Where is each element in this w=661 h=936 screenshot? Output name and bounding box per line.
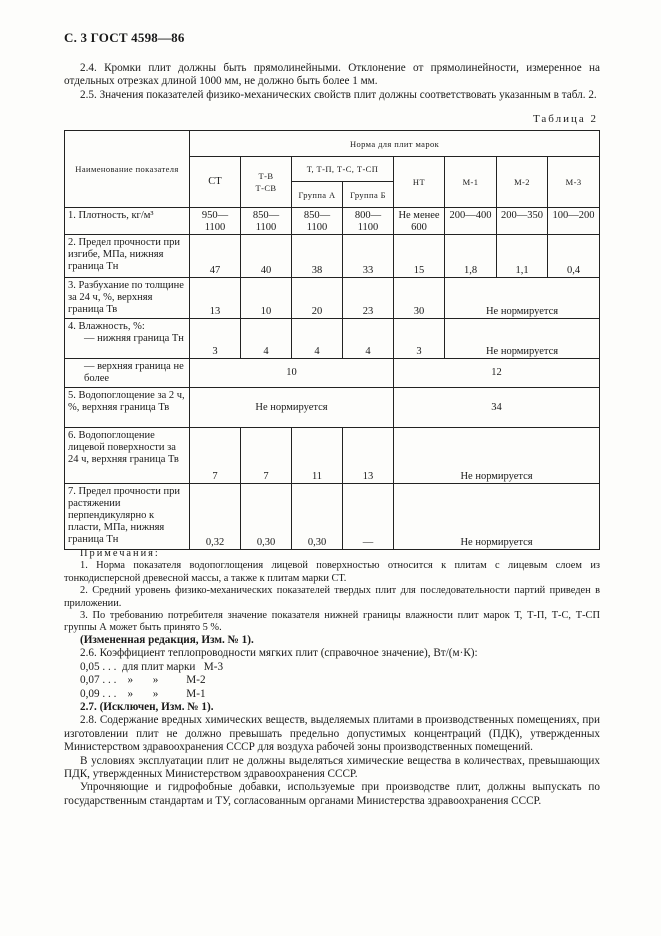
cell-value: 10 [241,278,292,319]
cell-value: 40 [241,235,292,278]
brand-st: СТ [190,157,241,208]
coef-line: 0,07 . . . » » М-2 [80,674,206,687]
cell-value: 3 [190,319,241,359]
cell-value: 47 [190,235,241,278]
row-name [65,319,190,359]
top-text [64,62,600,102]
cell-value: Не нормируется [445,278,600,319]
cell-value: 0,30 [292,484,343,550]
cell-value: 1,8 [445,235,497,278]
brand-group-b: Группа Б [343,182,394,208]
row-name: 7. Предел прочности при растяжении перпендикулярно к пласти, МПа, нижняя граница Тн [65,484,190,550]
cell-value: Не нормируется [394,484,600,550]
paragraph-2-6: 2.6. Коэффициент теплопроводности мягких плит (справочное значение), Вт/(м·К): [80,647,478,660]
note-item: 1. Норма показателя водопоглощения лицевой поверхностью относится к плитам с лицевым слоем из тонкодисперсной древесной массы, а также к плитам марки СТ. [64,560,600,584]
row-name: 5. Водопоглощение за 2 ч, %, верхняя граница Тв [65,388,190,428]
cell-value: Не менее 600 [394,208,445,235]
note-item: 2. Средний уровень физико-механических показателей твердых плит для последовательности партий приведен в приложении. [64,585,600,609]
cell-value: 20 [292,278,343,319]
cell-value: 200—400 [445,208,497,235]
cell-value: 7 [241,428,292,484]
paragraph-2-8: 2.8. Содержание вредных химических веществ, выделяемых плитами в производственных помещениях, при изготовлении плит не должно превышать предельно допустимых концентраций (ПДК), утвержденных Министерством здравоохранения СССР для воздуха рабочей зоны производственных помещений. [64,714,600,754]
cell-value: 33 [343,235,394,278]
brand-m1: М-1 [445,157,497,208]
norm-header: Норма для плит марок [190,131,600,157]
brand-group: Т, Т-П, Т-С, Т-СП [292,157,394,182]
brand-m3: М-3 [548,157,600,208]
table-row [65,235,600,278]
row-name-sub: — нижняя граница Тн [84,333,184,344]
row-name-sub: — верхняя граница не более [84,361,184,384]
page-header: С. 3 ГОСТ 4598—86 [64,30,185,45]
amendment-note: (Измененная редакция, Изм. № 1). [80,634,254,646]
table-row [65,208,600,235]
notes-title: Примечания: [80,548,160,559]
coef-line: 0,05 . . . для плит марки М-3 [80,660,224,673]
cell-value: 4 [241,319,292,359]
properties-table [64,130,600,550]
paragraph-2-8-b: В условиях эксплуатации плит не должны выделяться химические вещества в количествах, превышающих ПДК, утвержденных Министерством здравоохранения СССР. [64,754,600,781]
cell-value: 950—1100 [190,208,241,235]
cell-value: 38 [292,235,343,278]
coef-line: 0,09 . . . » » М-1 [80,687,206,700]
paragraph-2-8-c: Упрочняющие и гидрофобные добавки, используемые при производстве плит, должны выпускать по государственным стандартам и ТУ, согласованным органами Министерства здравоохранения СССР. [64,781,600,807]
cell-value: 850—1100 [292,208,343,235]
brand-group-a: Группа А [292,182,343,208]
paragraph-2-5: 2.5. Значения показателей физико-механических свойств плит должны соответствовать указанным в табл. 2. [80,88,597,101]
cell-value: 4 [343,319,394,359]
cell-value: 23 [343,278,394,319]
table-notes [64,548,600,635]
row-name: 2. Предел прочности при изгибе, МПа, нижняя граница Тн [65,235,190,278]
brand-nt: НТ [394,157,445,208]
cell-value: 850—1100 [241,208,292,235]
cell-value: 13 [190,278,241,319]
cell-value: — [343,484,394,550]
cell-value: 30 [394,278,445,319]
table-caption: Таблица 2 [532,113,598,125]
cell-value: 800—1100 [343,208,394,235]
cell-value: Не нормируется [394,428,600,484]
cell-value: 3 [394,319,445,359]
row-name: 6. Водопоглощение лицевой поверхности за 24 ч, верхняя граница Тв [65,428,190,484]
cell-value: 0,4 [548,235,600,278]
cell-value: 13 [343,428,394,484]
cell-value: 200—350 [497,208,548,235]
table-row [65,319,600,359]
note-item: 3. По требованию потребителя значение показателя нижней границы влажности плит марок Т, Т-П, Т-С, Т-СП группы А может быть принято 5 %. [64,610,600,634]
row-name [65,359,190,388]
cell-value: 4 [292,319,343,359]
brand-tv-tsv: Т-В Т-СВ [241,157,292,208]
cell-value: 15 [394,235,445,278]
table-row [65,484,600,550]
row-name-main: 4. Влажность, %: [68,321,145,332]
cell-value: Не нормируется [445,319,600,359]
cell-value: 10 [190,359,394,388]
cell-value: Не нормируется [190,388,394,428]
cell-value: 0,30 [241,484,292,550]
cell-value: 1,1 [497,235,548,278]
cell-value: 12 [394,359,600,388]
paragraph-2-7: 2.7. (Исключен, Изм. № 1). [80,701,214,714]
brand-m2: М-2 [497,157,548,208]
cell-value: 34 [394,388,600,428]
cell-value: 11 [292,428,343,484]
name-header: Наименование показателя [65,131,190,208]
table-row [65,388,600,428]
row-name: 1. Плотность, кг/м³ [65,208,190,235]
cell-value: 7 [190,428,241,484]
table-row [65,278,600,319]
row-name: 3. Разбухание по толщине за 24 ч, %, верхняя граница Тв [65,278,190,319]
cell-value: 100—200 [548,208,600,235]
table-row [65,428,600,484]
cell-value: 0,32 [190,484,241,550]
paragraph-2-4: 2.4. Кромки плит должны быть прямолинейными. Отклонение от прямолинейности, измеренное на отдельных отрезках длиной 1000 мм, не должно быть более 1 мм. [64,62,600,88]
bottom-text [64,634,600,808]
table-row [65,359,600,388]
